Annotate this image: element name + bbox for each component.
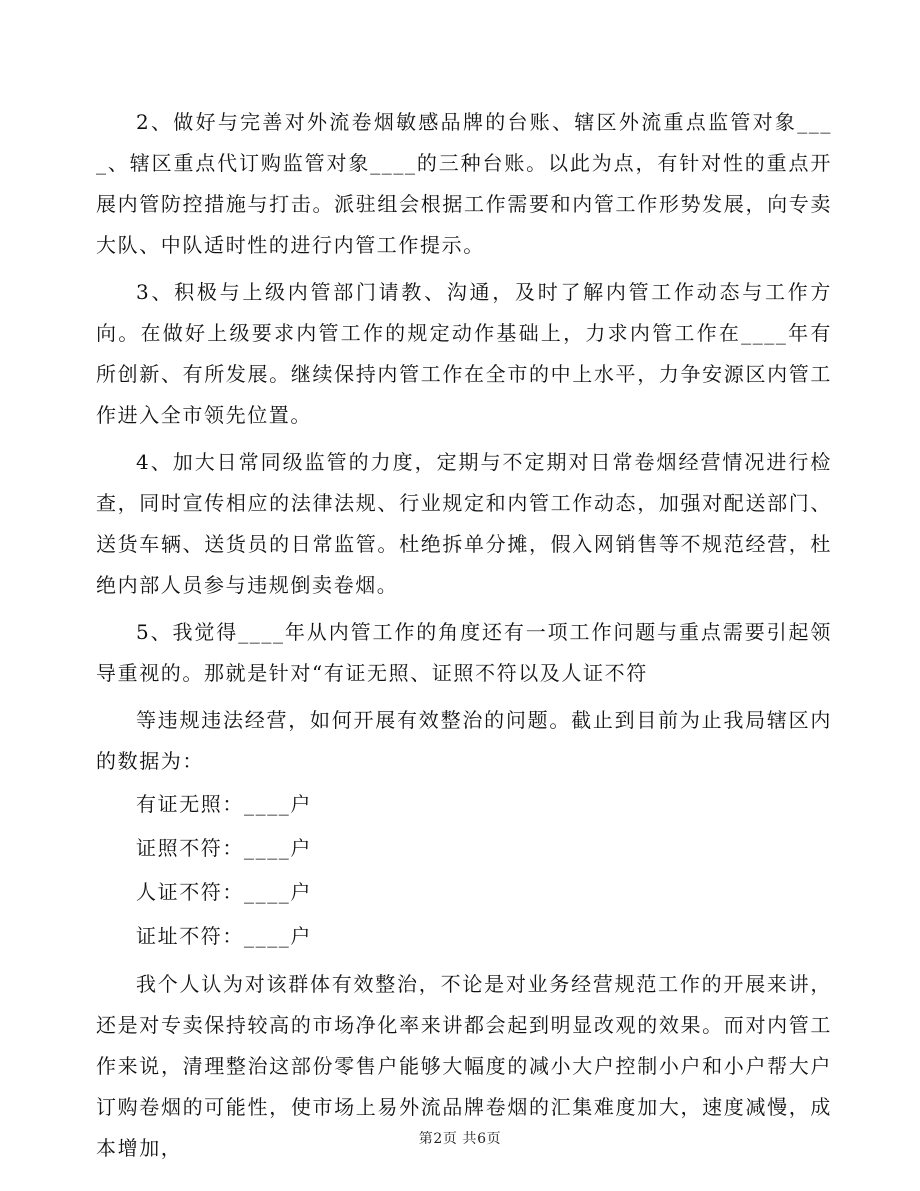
paragraph-data-intro: 等违规违法经营，如何开展有效整治的问题。截止到目前为止我局辖区内的数据为： (96, 708, 832, 773)
paragraph-item-2: 2、做好与完善对外流卷烟敏感品牌的台账、辖区外流重点监管对象____、辖区重点代订购监管对象____的三种台账。以此为点，有针对性的重点开展内管防控措施与打击。派驻组会根据工作需要和内管工作形势发展，向专卖大队、中队适时性的进行内管工作提示。 (96, 110, 832, 257)
paragraph-item-4: 4、加大日常同级监管的力度，定期与不定期对日常卷烟经营情况进行检查，同时宣传相应的法律法规、行业规定和内管工作动态，加强对配送部门、送货车辆、送货员的日常监管。杜绝拆单分摊，假入网销售等不规范经营，杜绝内部人员参与违规倒卖卷烟。 (96, 450, 832, 597)
paragraph-item-5: 5、我觉得____年从内管工作的角度还有一项工作问题与重点需要引起领导重视的。那就是针对“有证无照、证照不符以及人证不符 (96, 620, 832, 685)
paragraph-item-3: 3、积极与上级内管部门请教、沟通，及时了解内管工作动态与工作方向。在做好上级要求内管工作的规定动作基础上，力求内管工作在____年有所创新、有所发展。继续保持内管工作在全市的中上水平，力争安源区内管工作进入全市领先位置。 (96, 280, 832, 427)
data-item-person-license-mismatch: 人证不符：____户 (136, 880, 312, 904)
page-footer: 第2页 共6页 (418, 1131, 502, 1147)
data-item-address-mismatch: 证址不符：____户 (136, 924, 312, 948)
data-item-license-mismatch-2: 证照不符：____户 (136, 836, 312, 860)
document-body (96, 102, 832, 1169)
paragraph-opinion: 我个人认为对该群体有效整治，不论是对业务经营规范工作的开展来讲，还是对专卖保持较高的市场净化率来讲都会起到明显改观的效果。而对内管工作来说，清理整治这部份零售户能够大幅度的减小大户控制小户和小户帮大户订购卷烟的可能性，使市场上易外流品牌卷烟的汇集难度加大，速度减慢，成本增加， (96, 972, 832, 1160)
data-item-license-mismatch-1: 有证无照：____户 (136, 792, 312, 816)
data-list (96, 782, 832, 958)
